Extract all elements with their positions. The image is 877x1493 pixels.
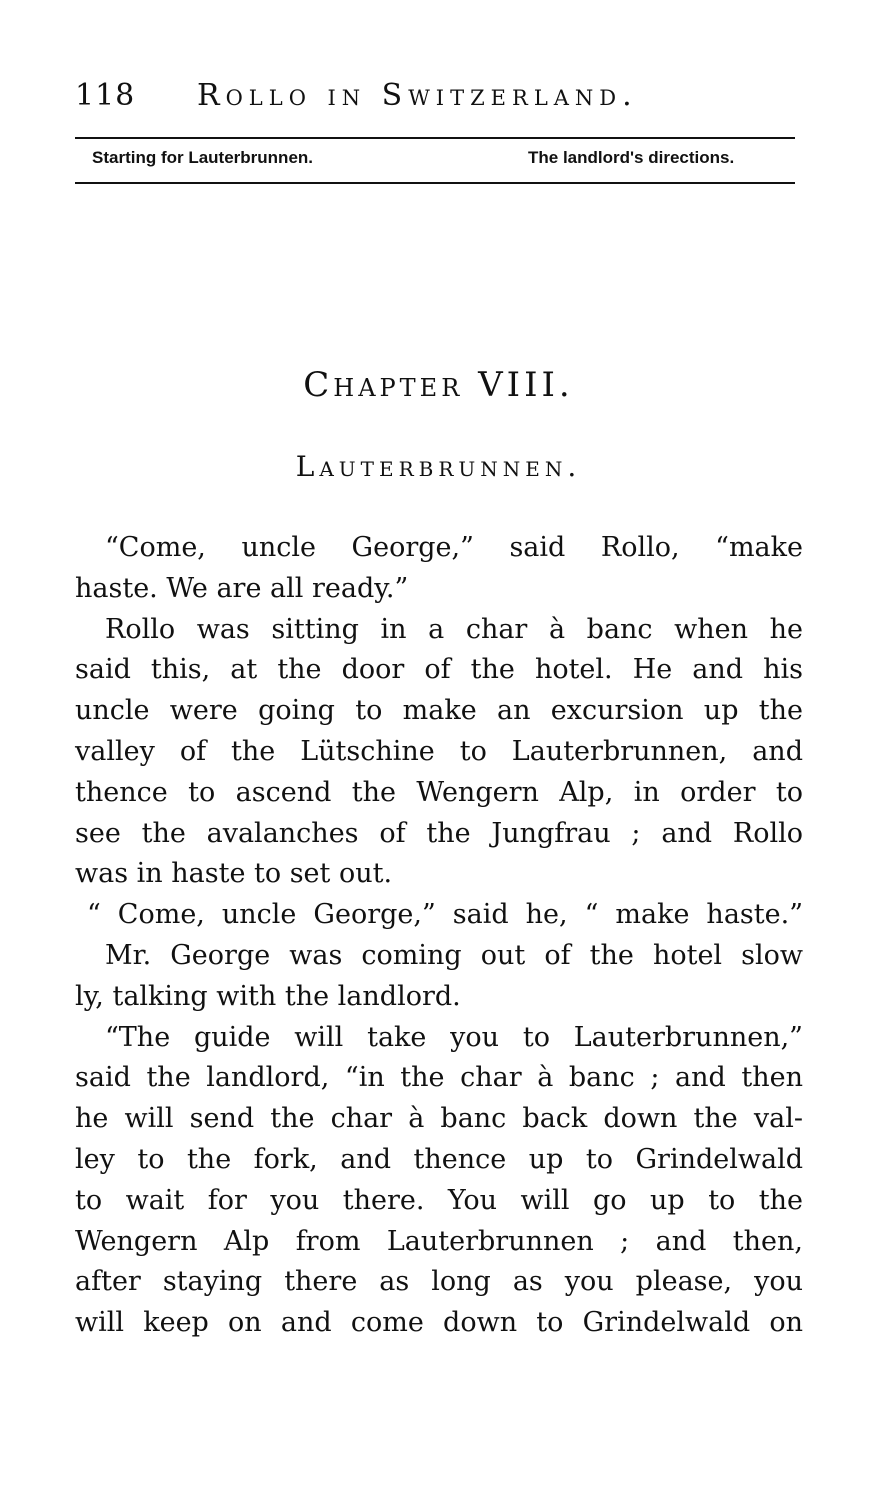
text-line: said this, at the door of the hotel. He and his bbox=[75, 654, 803, 686]
text-line: see the avalanches of the Jungfrau ; and Rollo bbox=[75, 817, 803, 849]
text-line: uncle were going to make an excursion up the bbox=[75, 695, 803, 727]
text-line: after staying there as long as you please, you bbox=[75, 1266, 803, 1298]
text-line: Wengern Alp from Lauterbrunnen ; and then, bbox=[75, 1225, 803, 1257]
text-line: thence to ascend the Wengern Alp, in order to bbox=[75, 776, 803, 808]
text-line: Mr. George was coming out of the hotel slow bbox=[105, 939, 803, 971]
body-text bbox=[75, 528, 803, 1344]
header-rule-top bbox=[75, 137, 795, 139]
text-line: “The guide will take you to Lauterbrunnen,” bbox=[105, 1021, 803, 1053]
page-number: 118 bbox=[75, 78, 136, 113]
text-line: “ Come, uncle George,” said he, “ make haste.” bbox=[87, 899, 803, 931]
text-line: said the landlord, “in the char à banc ; and then bbox=[75, 1062, 803, 1094]
text-line: will keep on and come down to Grindelwald on bbox=[75, 1307, 803, 1339]
text-line: ley to the fork, and thence up to Grindelwald bbox=[75, 1143, 803, 1175]
text-line: he will send the char à banc back down the val- bbox=[75, 1103, 803, 1135]
header-rule-bottom bbox=[75, 182, 795, 184]
text-line: haste. We are all ready.” bbox=[75, 572, 409, 604]
text-line: Rollo was sitting in a char à banc when he bbox=[105, 613, 803, 645]
text-line: ly, talking with the landlord. bbox=[75, 980, 461, 1012]
text-line: “Come, uncle George,” said Rollo, “make bbox=[105, 532, 803, 563]
running-head bbox=[75, 78, 795, 118]
subhead-right: The landlord's directions. bbox=[528, 148, 735, 167]
subhead-left: Starting for Lauterbrunnen. bbox=[92, 148, 313, 167]
chapter-title: Lauterbrunnen. bbox=[295, 450, 582, 483]
chapter-heading: Chapter VIII. bbox=[303, 365, 574, 405]
book-title: Rollo in Switzerland. bbox=[197, 78, 638, 113]
text-line: to wait for you there. You will go up to the bbox=[75, 1184, 803, 1216]
text-line: was in haste to set out. bbox=[75, 858, 393, 890]
text-line: valley of the Lütschine to Lauterbrunnen, and bbox=[75, 735, 803, 767]
